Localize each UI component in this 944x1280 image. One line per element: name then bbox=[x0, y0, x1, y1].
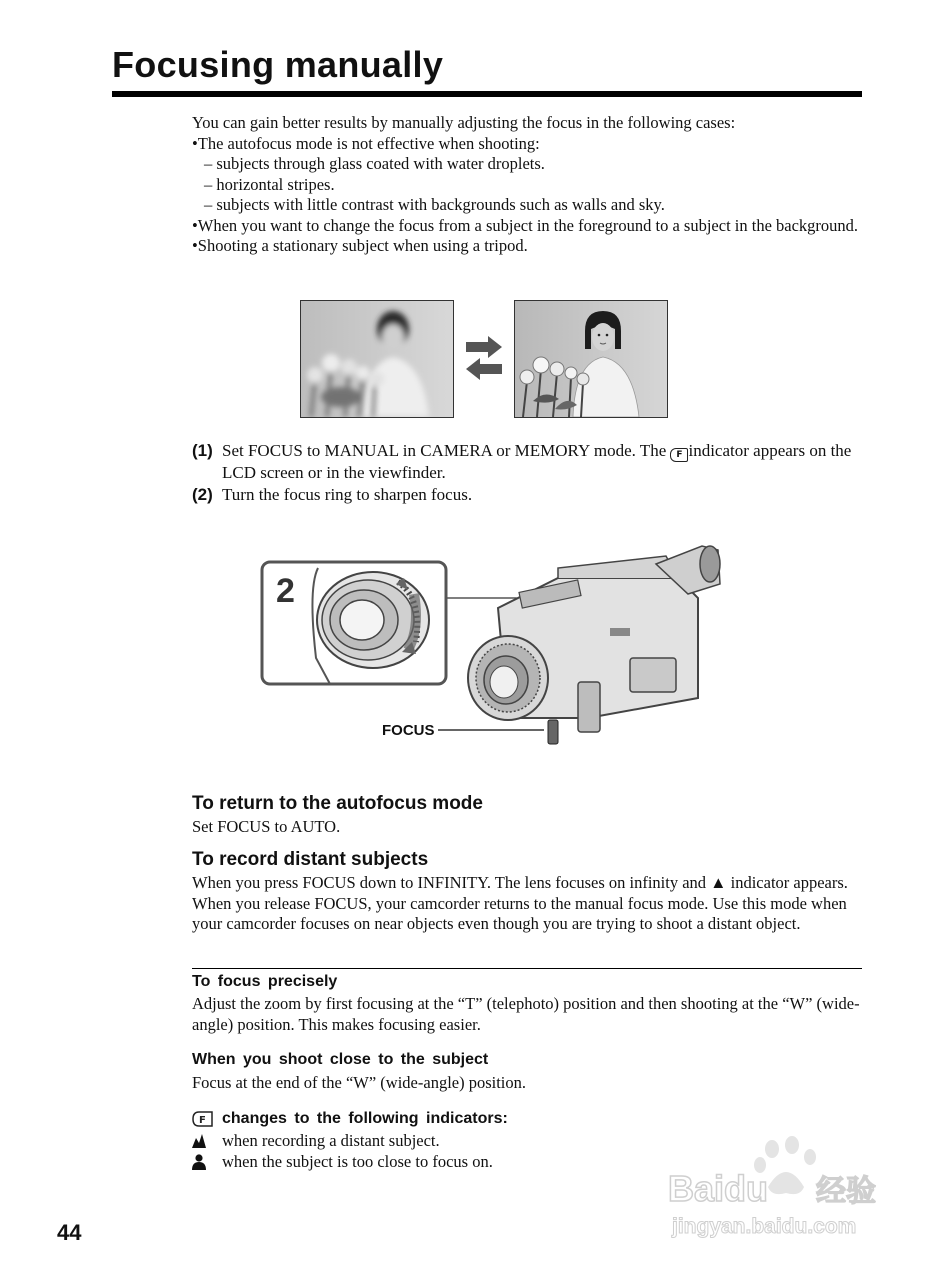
intro-sub-glass: – subjects through glass coated with water droplets. bbox=[204, 154, 545, 173]
person-close-icon bbox=[192, 1154, 222, 1170]
mountain-infinity-icon bbox=[192, 1134, 222, 1148]
step-1-text-a: Set FOCUS to MANUAL in CAMERA or MEMORY mode. The bbox=[222, 441, 671, 460]
intro-bullet-autofocus: •The autofocus mode is not effective when shooting: bbox=[192, 133, 540, 153]
step-1-number: (1) bbox=[192, 441, 213, 460]
switch-arrows-icon bbox=[464, 334, 504, 382]
indicator-far-text: when recording a distant subject. bbox=[222, 1131, 440, 1150]
intro-bullet-tripod: •Shooting a stationary subject when using a tripod. bbox=[192, 236, 528, 255]
step-2 bbox=[192, 484, 872, 506]
svg-text:F: F bbox=[199, 1115, 206, 1127]
precise-text: Adjust the zoom by first focusing at the “T” (telephoto) position and then shooting at the “W” (wide-angle) position. This makes focusing easier. bbox=[192, 994, 860, 1034]
focus-comparison-photos bbox=[300, 300, 668, 418]
close-heading: When you shoot close to the subject bbox=[192, 1051, 489, 1068]
step-2-text: Turn the focus ring to sharpen focus. bbox=[222, 485, 473, 504]
section-rule bbox=[192, 968, 862, 969]
focus-switch-label: FOCUS bbox=[382, 722, 435, 739]
intro-bullet-foreground: •When you want to change the focus from a subject in the foreground to a subject in the background. bbox=[192, 215, 859, 235]
step-1 bbox=[192, 440, 872, 484]
blurry-photo bbox=[300, 300, 454, 418]
page-title: Focusing manually bbox=[112, 44, 444, 85]
intro-sub-stripes: – horizontal stripes. bbox=[204, 174, 335, 194]
title-rule bbox=[112, 91, 862, 97]
baidu-watermark bbox=[668, 1135, 898, 1245]
indicator-near-row bbox=[192, 1152, 493, 1173]
manual-focus-icon bbox=[192, 1111, 222, 1127]
distant-text: When you press FOCUS down to INFINITY. The lens focuses on infinity and ▲ indicator appears. When you release FOCUS, your camcorder returns to the manual focus mode. Use this mode when your camcorder focuses on near objects even though you are trying to shoot a distant object. bbox=[192, 873, 848, 933]
distant-heading: To record distant subjects bbox=[192, 849, 429, 870]
precise-heading: To focus precisely bbox=[192, 973, 338, 990]
steps-section bbox=[192, 440, 872, 506]
intro-lead: You can gain better results by manually adjusting the focus in the following cases: bbox=[192, 113, 736, 132]
indicator-far-row bbox=[192, 1131, 440, 1152]
intro-section bbox=[192, 113, 872, 257]
inset-step-label: 2 bbox=[276, 572, 295, 610]
watermark-url: jingyan.baidu.com bbox=[672, 1215, 857, 1238]
autofocus-heading: To return to the autofocus mode bbox=[192, 793, 483, 814]
watermark-brand: Baidu bbox=[668, 1168, 769, 1209]
indicator-near-text: when the subject is too close to focus on. bbox=[222, 1152, 493, 1171]
manual-focus-icon: F bbox=[670, 448, 688, 462]
step-2-number: (2) bbox=[192, 485, 213, 504]
page-number: 44 bbox=[57, 1220, 82, 1245]
autofocus-text: Set FOCUS to AUTO. bbox=[192, 817, 341, 836]
camcorder-illustration bbox=[258, 538, 728, 760]
indicators-heading: changes to the following indicators: bbox=[222, 1110, 508, 1127]
sharp-photo bbox=[514, 300, 668, 418]
intro-sub-contrast: – subjects with little contrast with backgrounds such as walls and sky. bbox=[204, 195, 665, 214]
indicators-heading-row bbox=[192, 1109, 508, 1130]
step-1-text-b: indicator appears on the LCD screen or in the viewfinder. bbox=[222, 441, 852, 482]
watermark-cn: 经验 bbox=[816, 1174, 876, 1209]
close-text: Focus at the end of the “W” (wide-angle) position. bbox=[192, 1073, 527, 1092]
